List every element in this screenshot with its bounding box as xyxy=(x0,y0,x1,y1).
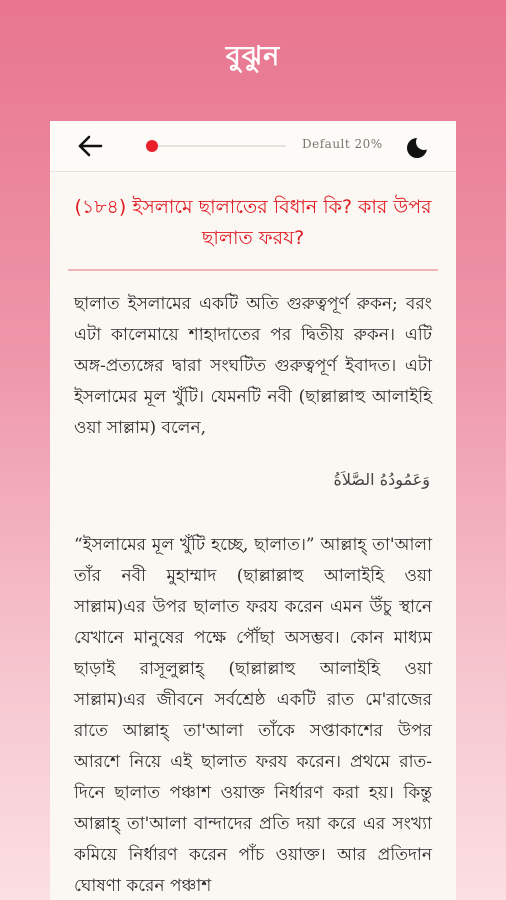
reader-card xyxy=(50,121,456,900)
reader-toolbar xyxy=(50,121,456,172)
slider-knob[interactable] xyxy=(146,140,158,152)
question-title: (১৮৪) ইসলামে ছালাতের বিধান কি? কার উপর ছালাত ফরয? xyxy=(74,196,432,249)
arabic-quote: وَعَمُودُهُ الصَّلاَةُ xyxy=(333,470,430,489)
back-button[interactable] xyxy=(76,133,104,159)
paragraph-2: “ইসলামের মূল খুঁটি হচ্ছে, ছালাত।” আল্লাহ্‌ তা'আলা তাঁর নবী মুহাম্মাদ (ছাল্লাল্লাহু আলাইহি ওয়া সাল্লাম)এর উপর ছালাত ফরয করেন এমন উঁচু স্থানে যেখানে মানুষের পক্ষে পৌঁছা অসম্ভব। কোন মাধ্যম ছাড়াই রাসূলুল্লাহ্‌ (ছাল্লাল্লাহু আলাইহি ওয়া সাল্লাম)এর জীবনে সর্বশ্রেষ্ঠ একটি রাত মে'রাজের রাতে আল্লাহ্‌ তা'আলা তাঁকে সপ্তাকাশের উপর আরশে নিয়ে এই ছালাত ফরয করেন। প্রথমে রাত-দিনে ছালাত পঞ্চাশ ওয়াক্ত নির্ধারণ করা হয়। কিন্তু আল্লাহ্‌ তা'আলা বান্দাদের প্রতি দয়া করে এর সংখ্যা কমিয়ে নির্ধারণ করেন পাঁচ ওয়াক্ত। আর প্রতিদান ঘোষণা করেন পঞ্চাশ xyxy=(74,535,432,896)
font-size-slider[interactable] xyxy=(146,139,286,153)
paragraph-1: ছালাত ইসলামের একটি অতি গুরুত্বপূর্ণ রুকন; বরং এটা কালেমায়ে শাহাদাতের পর দ্বিতীয় রুকন। এটি অঙ্গ-প্রত্যঙ্গের দ্বারা সংঘটিত গুরুত্বপূর্ণ ইবাদত। এটা ইসলামের মূল খুঁটি। যেমনটি নবী (ছাল্লাল্লাহু আলাইহি ওয়া সাল্লাম) বলেন, xyxy=(74,294,432,438)
slider-track xyxy=(154,145,286,147)
app-title: বুঝুন xyxy=(225,41,281,72)
divider xyxy=(68,269,438,271)
moon-icon xyxy=(405,134,431,160)
night-mode-button[interactable] xyxy=(405,134,431,160)
arrow-left-icon xyxy=(76,133,104,159)
zoom-label: Default 20% xyxy=(302,137,383,151)
